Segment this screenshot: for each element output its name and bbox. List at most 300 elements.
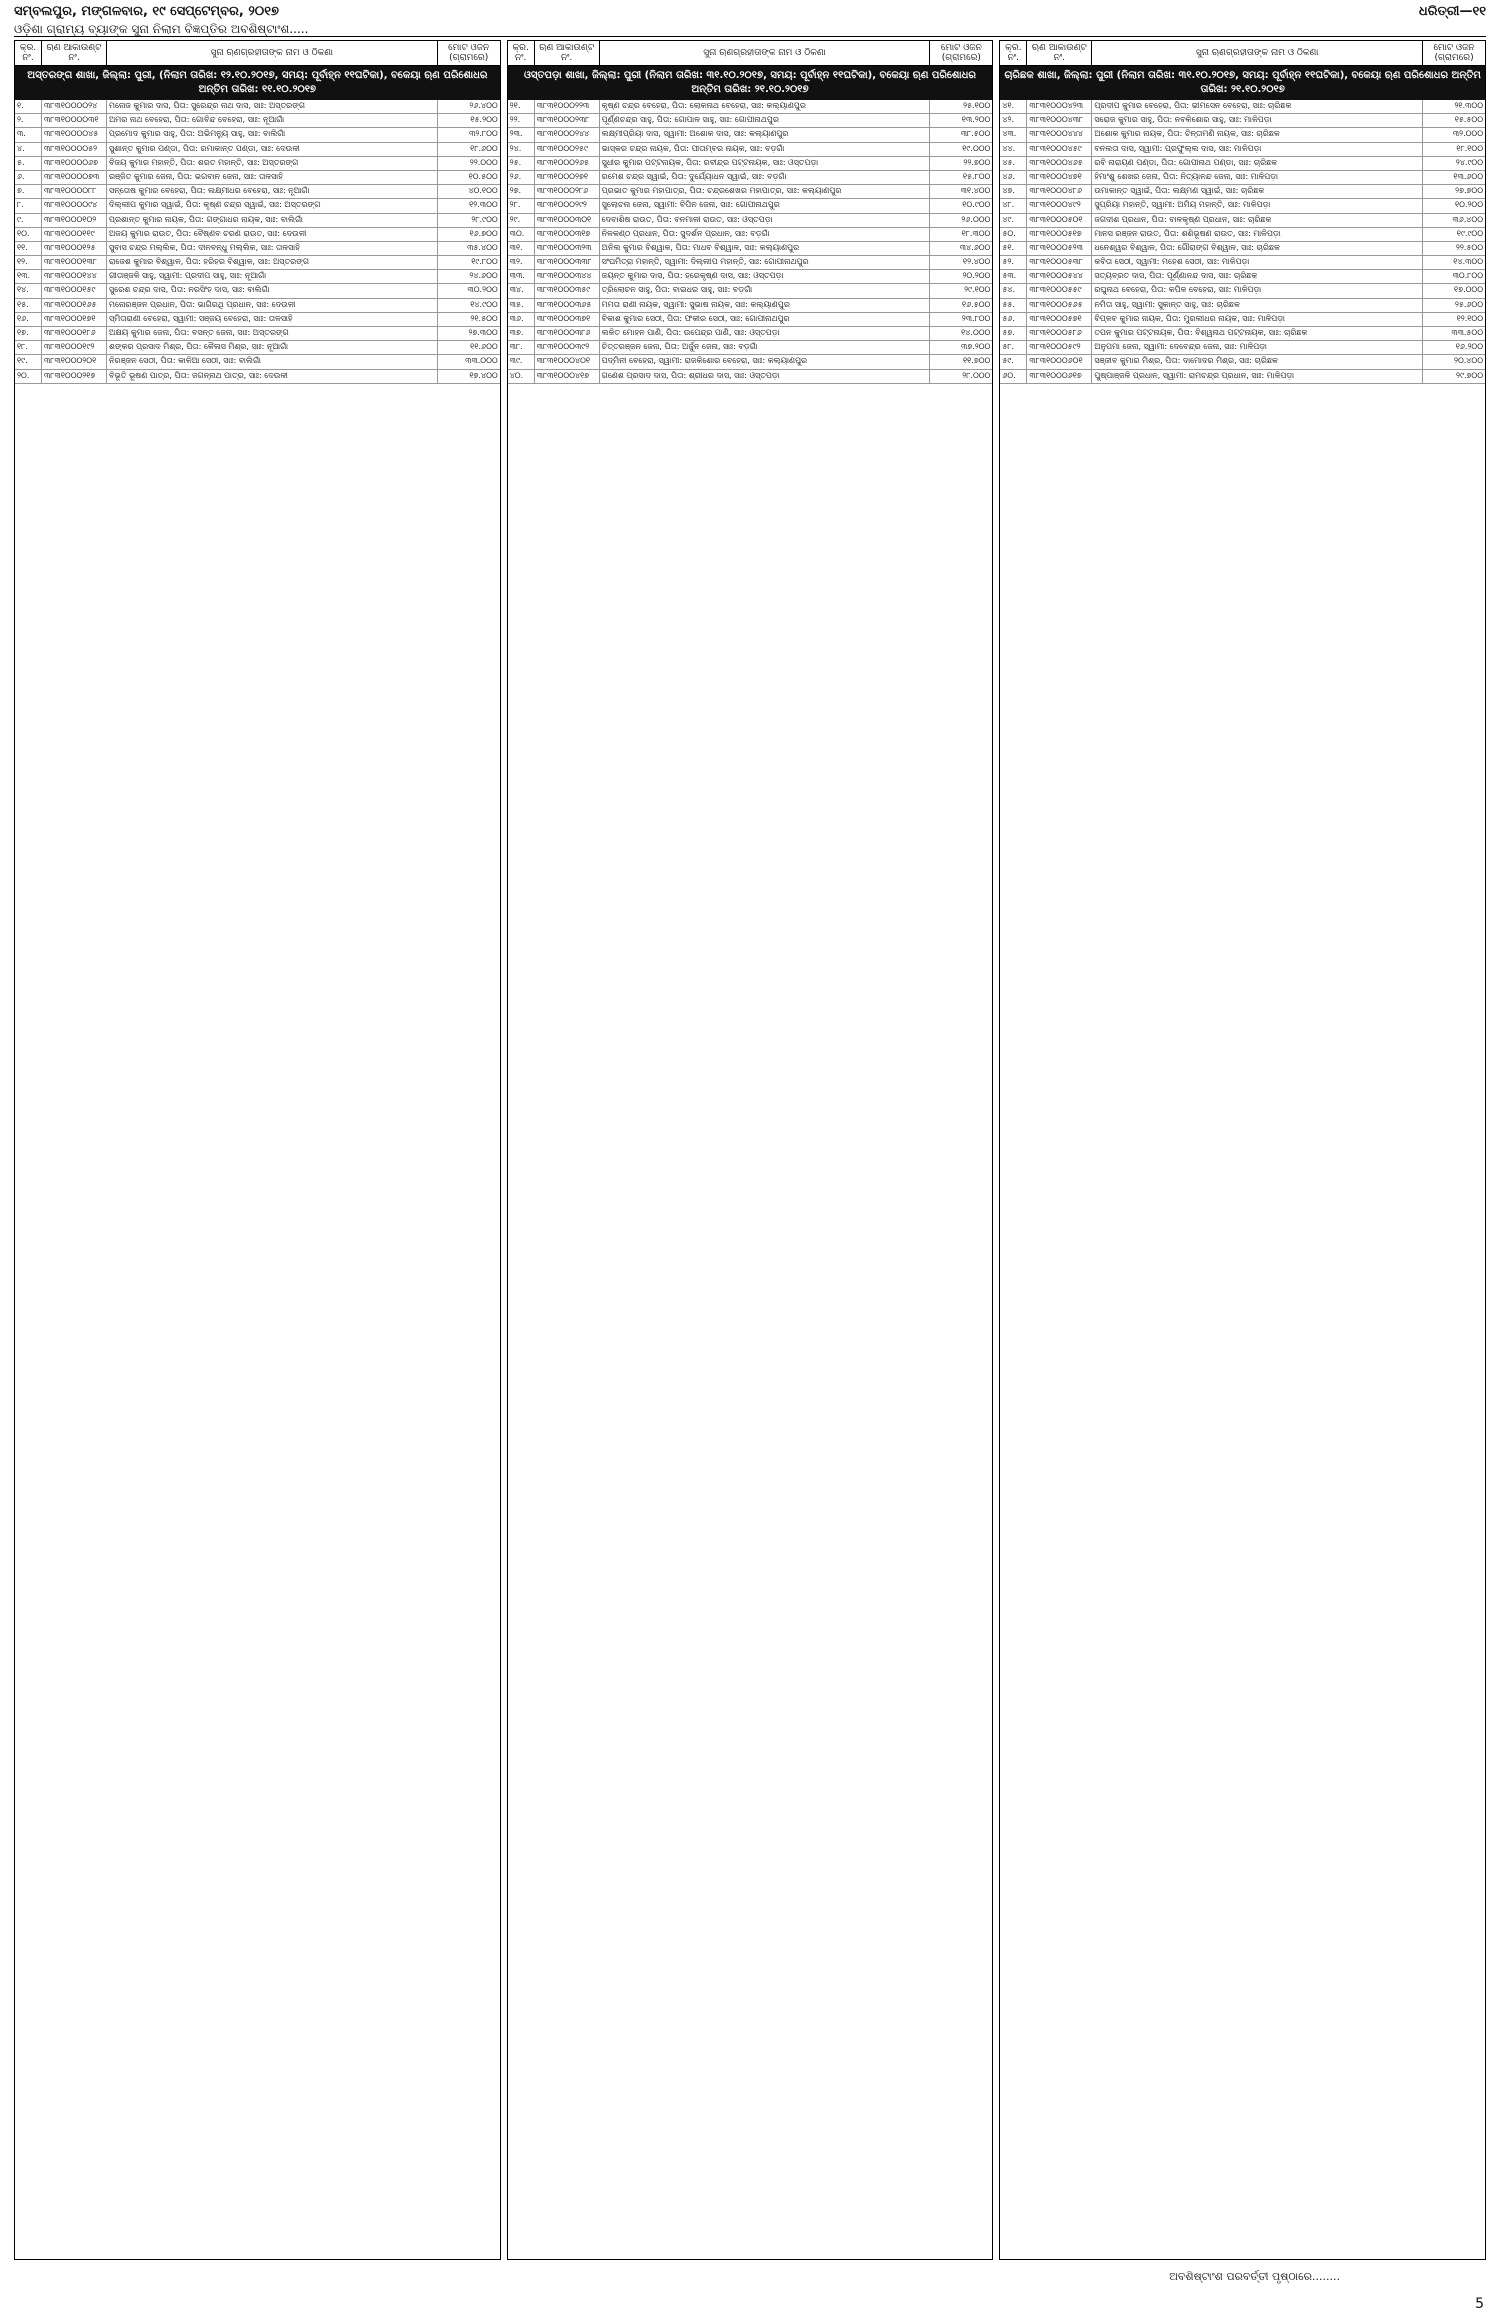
cell-name: ସୁରେଶ ଚନ୍ଦ୍ର ଦାସ, ପିତା: ନରସିଂହ ଦାସ, ସାଃ: ବାଲିଗାଁ <box>107 284 438 297</box>
cell-sl: ୫୪. <box>1000 284 1027 297</box>
cell-weight: ୨୫.୬୦୦ <box>1454 299 1484 309</box>
table-row <box>1000 100 1485 114</box>
cell-name: ସ୍ମିତାରାଣୀ ବେହେରା, ସ୍ୱାମୀ: ସଞ୍ଜୟ ବେହେରା, ସାଃ: ତାଳସାହି <box>107 313 438 326</box>
cell-name: କୃଷ୍ଣ ଚନ୍ଦ୍ର ବେହେରା, ପିତା: ଲୋକନାଥ ବେହେରା, ସାଃ: କଲ୍ୟାଣପୁର <box>600 100 931 113</box>
cell-account: ୩୮୩୧୦୦୦୨୯୨ <box>535 199 600 212</box>
cell-account: ୩୮୩୧୦୦୦୧୬୫ <box>42 299 107 312</box>
continued-note: ଅବଶିଷ୍ଟାଂଶ ପରବର୍ତ୍ତୀ ପୃଷ୍ଠାରେ........ <box>1169 2270 1340 2283</box>
cell-name: ତ୍ରିଲୋଚନ ସାହୁ, ପିତା: ବାଇଧର ସାହୁ, ସାଃ: ବଡ଼ଗାଁ <box>600 284 931 297</box>
cell-sl: ୨୦. <box>15 370 42 383</box>
cell-sl: ୨୫. <box>508 157 535 170</box>
branch-heading: ଓସ୍ତପଡ଼ା ଶାଖା, ଜିଲ୍ଲା: ପୁରୀ (ନିଲାମ ତାରିଖ: ୩୧.୧୦.୨୦୧୭, ସମୟ: ପୂର୍ବାହ୍ନ ୧୧ଘଟିକା), ବକେୟା ଋଣ ପରିଶୋଧର ଅନ୍ତିମ ତାରିଖ: ୨୧.୧୦.୨୦୧୭ <box>508 66 993 100</box>
cell-name: ଲକ୍ଷ୍ମୀପ୍ରିୟା ଦାସ, ସ୍ୱାମୀ: ଅଶୋକ ଦାସ, ସାଃ: କଲ୍ୟାଣପୁର <box>600 128 931 141</box>
cell-weight: ୨୭.୩୦୦ <box>468 328 498 337</box>
cell-sl: ୩୬. <box>508 313 535 326</box>
cell-sl: ୫. <box>15 157 42 170</box>
cell-account: ୩୮୩୧୦୦୦୩୯୨ <box>535 341 600 354</box>
table-row <box>1000 313 1485 327</box>
cell-sl: ୩୨. <box>508 256 535 269</box>
table-row <box>1000 284 1485 298</box>
table-row <box>1000 185 1485 199</box>
cell-weight: ୧୮.୬୦୦ <box>470 143 498 153</box>
cell-name: ସୁପ୍ରିୟା ମହାନ୍ତି, ସ୍ୱାମୀ: ଅମିୟ ମହାନ୍ତି, ସାଃ: ମାଳିପଡ଼ା <box>1092 199 1423 212</box>
cell-account: ୩୮୩୧୦୦୦୨୨୩ <box>535 100 600 113</box>
cell-name: ମନୋଜ କୁମାର ଦାସ, ପିତା: ସୁରେନ୍ଦ୍ର ନାଥ ଦାସ, ସାଃ: ଅସ୍ତରଙ୍ଗ <box>107 100 438 113</box>
table-row <box>508 313 993 327</box>
cell-sl: ୫୯. <box>1000 355 1027 368</box>
table-row <box>1000 355 1485 369</box>
table-row <box>15 128 500 142</box>
cell-weight: ୧୬.୫୦୦ <box>962 299 991 309</box>
cell-weight: ୩୨.୦୦୦ <box>1452 129 1484 139</box>
cell-name: ସଂଘମିତ୍ରା ମହାନ୍ତି, ସ୍ୱାମୀ: ଦିଲ୍ଲୀପ ମହାନ୍ତି, ସାଃ: ଗୋପୀନାଥପୁର <box>600 256 931 269</box>
cell-sl: ୧୮. <box>15 341 42 354</box>
cell-account: ୩୮୩୧୦୦୦୫୯୨ <box>1027 341 1092 354</box>
table-row <box>15 299 500 313</box>
cell-name: ପ୍ରଶାନ୍ତ କୁମାର ନାୟକ, ପିତା: ଗଙ୍ଗାଧର ନାୟକ, ସାଃ: ବାଲିଗାଁ <box>107 214 438 227</box>
cell-weight: ୧୨.୧୦୦ <box>1456 313 1484 323</box>
cell-name: ରାଜେଶ କୁମାର ବିଶ୍ୱାଳ, ପିତା: ହରିହର ବିଶ୍ୱାଳ, ସାଃ: ଅସ୍ତରଙ୍ଗ <box>107 256 438 269</box>
cell-sl: ୨୩. <box>508 128 535 141</box>
cell-weight: ୧୩.୬୦୦ <box>1453 171 1484 181</box>
cell-account: ୩୮୩୧୦୦୦୫୬୫ <box>1027 299 1092 312</box>
table-row <box>508 214 993 228</box>
cell-weight: ୨୨.୭୦୦ <box>963 157 991 167</box>
header-name: ସୁନା ଋଣଗ୍ରହୀତାଙ୍କ ନାମ ଓ ଠିକଣା <box>1092 41 1423 65</box>
cell-account: ୩୮୩୧୦୦୦୪୮୬ <box>1027 185 1092 198</box>
cell-account: ୩୮୩୧୦୦୦୪୪୪ <box>1027 128 1092 141</box>
cell-sl: ୧୭. <box>15 327 42 340</box>
cell-name: ସରୋଜ କୁମାର ସାହୁ, ପିତା: ନବକିଶୋର ସାହୁ, ସାଃ: ମାଳିପଡ଼ା <box>1092 114 1423 127</box>
cell-account: ୩୮୩୧୦୦୦୩୫୯ <box>535 284 600 297</box>
cell-name: ସୁଶାନ୍ତ କୁମାର ପଣ୍ଡା, ପିତା: ରମାକାନ୍ତ ପଣ୍ଡା, ସାଃ: ଦେଉଳୀ <box>107 143 438 156</box>
table-row <box>508 370 993 384</box>
cell-weight: ୪୦.୧୦୦ <box>468 186 498 196</box>
cell-name: ଭାସ୍କର ଚନ୍ଦ୍ର ନାୟକ, ପିତା: ପୀତାମ୍ବର ନାୟକ, ସାଃ: ବଡ଼ଗାଁ <box>600 143 931 156</box>
cell-sl: ୩୪. <box>508 284 535 297</box>
cell-sl: ୫୭. <box>1000 327 1027 340</box>
table-row <box>1000 114 1485 128</box>
cell-sl: ୧୫. <box>15 299 42 312</box>
cell-sl: ୨. <box>15 114 42 127</box>
cell-weight: ୨୪.୯୦୦ <box>1455 157 1484 167</box>
cell-account: ୩୮୩୧୦୦୦୫୫୯ <box>1027 284 1092 297</box>
table-row <box>15 284 500 298</box>
cell-name: ବିକାଶ କୁମାର ସେଠୀ, ପିତା: ଫକୀର ସେଠୀ, ସାଃ: ଗୋପୀନାଥପୁର <box>600 313 931 326</box>
cell-account: ୩୮୩୧୦୦୦୧୪୪ <box>42 270 107 283</box>
cell-weight: ୧୩.୨୦୦ <box>961 115 991 125</box>
cell-name: ଅନୁପମା ଜେନା, ସ୍ୱାମୀ: ଦେବେନ୍ଦ୍ର ଜେନା, ସାଃ: ମାଳିପଡ଼ା <box>1092 341 1423 354</box>
cell-account: ୩୮୩୧୦୦୦୧୩୮ <box>42 256 107 269</box>
cell-name: ଜୟନ୍ତ କୁମାର ଦାସ, ପିତା: ହରେକୃଷ୍ଣ ଦାସ, ସାଃ: ଓସ୍ତପଡ଼ା <box>600 270 931 283</box>
branch-heading: ଅସ୍ତରଙ୍ଗ ଶାଖା, ଜିଲ୍ଲା: ପୁରୀ, (ନିଲାମ ତାରିଖ: ୧୨.୧୦.୨୦୧୭, ସମୟ: ପୂର୍ବାହ୍ନ ୧୧ଘଟିକା), ବକେୟା ଋଣ ପରିଶୋଧର ଅନ୍ତିମ ତାରିଖ: ୧୧.୧୦.୨୦୧୭ <box>15 66 500 100</box>
cell-weight: ୩୭.୨୦୦ <box>961 342 991 352</box>
cell-name: ପ୍ରଭାତ କୁମାର ମହାପାତ୍ର, ପିତା: ଚନ୍ଦ୍ରଶେଖର ମହାପାତ୍ର, ସାଃ: କଲ୍ୟାଣପୁର <box>600 185 931 198</box>
cell-account: ୩୮୩୧୦୦୦୨୪୪ <box>535 128 600 141</box>
table-row <box>508 299 993 313</box>
cell-account: ୩୮୩୧୦୦୦୨୦୧ <box>42 355 107 368</box>
cell-account: ୩୮୩୧୦୦୦୪୫୯ <box>1027 143 1092 156</box>
table-body <box>1000 100 1485 2259</box>
cell-name: ଗୀତାଞ୍ଜଳି ସାହୁ, ସ୍ୱାମୀ: ପ୍ରଦୀପ ସାହୁ, ସାଃ: ନୂଆଗାଁ <box>107 270 438 283</box>
table-row <box>15 185 500 199</box>
cell-weight: ୨୧.୩୦୦ <box>1454 101 1484 110</box>
cell-weight: ୧୮.୩୦୦ <box>961 228 991 238</box>
cell-name: ମାନସ ରଞ୍ଜନ ରାଉତ, ପିତା: ଶଶିଭୂଷଣ ରାଉତ, ସାଃ: ମାଳିପଡ଼ା <box>1092 228 1423 241</box>
cell-name: ଗଣେଶ ପ୍ରସାଦ ଦାସ, ପିତା: ଶ୍ରୀଧର ଦାସ, ସାଃ: ଓସ୍ତପଡ଼ା <box>600 370 931 383</box>
table-row <box>508 341 993 355</box>
cell-sl: ୭. <box>15 185 42 198</box>
cell-weight: ୧୬.୨୦୦ <box>1455 342 1484 352</box>
cell-weight: ୧୪.୯୦୦ <box>470 299 498 309</box>
cell-sl: ୩୫. <box>508 299 535 312</box>
cell-weight: ୧୫.୨୦୦ <box>470 115 498 125</box>
table-header <box>15 41 500 66</box>
table-row <box>1000 143 1485 157</box>
cell-account: ୩୮୩୧୦୦୦୪୩୮ <box>1027 114 1092 127</box>
cell-account: ୩୮୩୧୦୦୦୨୬୫ <box>535 157 600 170</box>
cell-sl: ୮. <box>15 199 42 212</box>
cell-sl: ୩୦. <box>508 228 535 241</box>
header-paper: ଧରିତ୍ରୀ—୧୧ <box>1418 4 1486 19</box>
cell-name: ପଦ୍ମିନୀ ବେହେରା, ସ୍ୱାମୀ: ରାଜକିଶୋର ବେହେରା, ସାଃ: କଲ୍ୟାଣପୁର <box>600 355 931 368</box>
cell-account: ୩୮୩୧୦୦୦୧୧୯ <box>42 228 107 241</box>
header-sl: କ୍ର. ନଂ. <box>15 41 42 65</box>
cell-name: ରଘୁନାଥ ବେହେରା, ପିତା: କପିଳ ବେହେରା, ସାଃ: ମାଳିପଡ଼ା <box>1092 284 1423 297</box>
cell-name: ଶଙ୍କର ପ୍ରସାଦ ମିଶ୍ର, ପିତା: କୈଳାସ ମିଶ୍ର, ସାଃ: ନୂଆଗାଁ <box>107 341 438 354</box>
cell-sl: ୫୦. <box>1000 228 1027 241</box>
cell-sl: ୫୨. <box>1000 256 1027 269</box>
cell-name: ସୁବାସ ଚନ୍ଦ୍ର ମଲ୍ଲିକ, ପିତା: ଦୀନବନ୍ଧୁ ମଲ୍ଲିକ, ସାଃ: ତାଳସାହି <box>107 242 438 255</box>
cell-weight: ୧୦.୨୦୦ <box>1454 200 1484 210</box>
cell-sl: ୩୮. <box>508 341 535 354</box>
cell-weight: ୨୩.୮୦୦ <box>961 313 991 323</box>
cell-sl: ୪୫. <box>1000 157 1027 170</box>
cell-sl: ୨୨. <box>508 114 535 127</box>
cell-name: ରମେଶ ଚନ୍ଦ୍ର ସ୍ୱାଇଁ, ପିତା: ଦୁର୍ଯ୍ୟୋଧନ ସ୍ୱାଇଁ, ସାଃ: ବଡ଼ଗାଁ <box>600 171 931 184</box>
table-row <box>15 270 500 284</box>
cell-sl: ୨୧. <box>508 100 535 113</box>
cell-sl: ୨୬. <box>508 171 535 184</box>
notice-subtitle: ଓଡ଼ିଶା ଗ୍ରାମ୍ୟ ବ୍ୟାଙ୍କ ସୁନା ନିଲାମ ବିଜ୍ଞପ୍ତିର ଅବଶିଷ୍ଟାଂଶ..... <box>14 22 309 36</box>
cell-name: ମମତା ରାଣୀ ନାୟକ, ସ୍ୱାମୀ: ସୁଭାଷ ନାୟକ, ସାଃ: କଲ୍ୟାଣପୁର <box>600 299 931 312</box>
page-header <box>14 4 1486 22</box>
cell-name: ବିଭୂତି ଭୂଷଣ ପାତ୍ର, ପିତା: ଜଗନ୍ନାଥ ପାତ୍ର, ସାଃ: ଦେଉଳୀ <box>107 370 438 383</box>
cell-sl: ୧୯. <box>15 355 42 368</box>
cell-weight: ୨୭.୭୦୦ <box>1455 186 1484 196</box>
cell-name: ଅନିଲ କୁମାର ବିଶ୍ୱାଳ, ପିତା: ମାଧବ ବିଶ୍ୱାଳ, ସାଃ: କଲ୍ୟାଣପୁର <box>600 242 931 255</box>
table-row <box>1000 341 1485 355</box>
cell-sl: ୫୫. <box>1000 299 1027 312</box>
cell-weight: ୧୨.୩୦୦ <box>469 200 498 210</box>
table-row <box>15 355 500 369</box>
cell-weight: ୨୯.୧୦୦ <box>964 285 991 295</box>
cell-account: ୩୮୩୧୦୦୦୩୩୮ <box>535 256 600 269</box>
cell-weight: ୧୭.୦୦୦ <box>1454 285 1484 295</box>
cell-account: ୩୮୩୧୦୦୦୨୮୬ <box>535 185 600 198</box>
cell-account: ୩୮୩୧୦୦୦୪୦୧ <box>535 355 600 368</box>
header-rule <box>14 36 1486 37</box>
table-row <box>15 327 500 341</box>
cell-weight: ୧୫.୮୦୦ <box>962 171 991 181</box>
cell-weight: ୧୮.୧୦୦ <box>1456 143 1484 153</box>
cell-account: ୩୮୩୧୦୦୦୫୮୬ <box>1027 327 1092 340</box>
table-body <box>15 100 500 2259</box>
cell-account: ୩୮୩୧୦୦୦୩୨୩ <box>535 242 600 255</box>
table-row <box>1000 199 1485 213</box>
table-row <box>1000 157 1485 171</box>
cell-account: ୩୮୩୧୦୦୦୦୪୫ <box>42 128 107 141</box>
table-row <box>508 327 993 341</box>
table-row <box>508 228 993 242</box>
cell-sl: ୧୦. <box>15 228 42 241</box>
cell-account: ୩୮୩୧୦୦୦୨୫୯ <box>535 143 600 156</box>
table-row <box>15 256 500 270</box>
cell-sl: ୪୩. <box>1000 128 1027 141</box>
table-row <box>15 370 500 384</box>
cell-name: ତପନ କୁମାର ପଟ୍ଟନାୟକ, ପିତା: ବିଶ୍ୱନାଥ ପଟ୍ଟନାୟକ, ସାଃ: ଚାରିଛକ <box>1092 327 1423 340</box>
cell-name: ସୁଲୋଚନା ଜେନା, ସ୍ୱାମୀ: ବିପିନ ଜେନା, ସାଃ: ଗୋପୀନାଥପୁର <box>600 199 931 212</box>
cell-name: ହିମାଂଶୁ ଶେଖର ଜେନା, ପିତା: ନିତ୍ୟାନନ୍ଦ ଜେନା, ସାଃ: ମାଳିପଡ଼ା <box>1092 171 1423 184</box>
cell-name: ଚିତ୍ତରଞ୍ଜନ ଜେନା, ପିତା: ଅର୍ଜୁନ ଜେନା, ସାଃ: ବଡ଼ଗାଁ <box>600 341 931 354</box>
header-account: ଋଣ ଆକାଉଣ୍ଟ ନଂ. <box>1027 41 1092 65</box>
cell-weight: ୩୮.୫୦୦ <box>960 129 991 139</box>
cell-sl: ୪୪. <box>1000 143 1027 156</box>
table-row <box>508 157 993 171</box>
cell-name: ଦେବାଶିଷ ରାଉତ, ପିତା: ବନମାଳୀ ରାଉତ, ସାଃ: ଓସ୍ତପଡ଼ା <box>600 214 931 227</box>
table-row <box>1000 171 1485 185</box>
cell-sl: ୫୧. <box>1000 242 1027 255</box>
cell-name: ଅଶୋକ କୁମାର ନାୟକ, ପିତା: ଚିନ୍ତାମଣି ନାୟକ, ସାଃ: ଚାରିଛକ <box>1092 128 1423 141</box>
table-row <box>1000 256 1485 270</box>
cell-weight: ୩୦.୨୦୦ <box>467 285 498 295</box>
cell-sl: ୨୮. <box>508 199 535 212</box>
cell-name: ଅମର ନାଥ ବେହେରା, ପିତା: ଗୋବିନ୍ଦ ବେହେରା, ସାଃ: ନୂଆଗାଁ <box>107 114 438 127</box>
cell-sl: ୨୯. <box>508 214 535 227</box>
cell-account: ୩୮୩୧୦୦୦୪୨୩ <box>1027 100 1092 113</box>
cell-weight: ୧୪.୦୦୦ <box>961 328 991 337</box>
header-name: ସୁନା ଋଣଗ୍ରହୀତାଙ୍କ ନାମ ଓ ଠିକଣା <box>107 41 438 65</box>
cell-weight: ୧୦.୫୦୦ <box>468 171 498 181</box>
table-row <box>15 242 500 256</box>
table-row <box>15 313 500 327</box>
cell-name: ବିପ୍ଳବ କୁମାର ନାୟକ, ପିତା: ମୁରଲୀଧର ନାୟକ, ସାଃ: ମାଳିପଡ଼ା <box>1092 313 1423 326</box>
cell-weight: ୩୦.୮୦୦ <box>1452 271 1484 281</box>
cell-weight: ୧୧.୭୦୦ <box>962 356 991 366</box>
cell-name: ଦିଲ୍ଲୀପ କୁମାର ସ୍ୱାଇଁ, ପିତା: କୃଷ୍ଣ ଚନ୍ଦ୍ର ସ୍ୱାଇଁ, ସାଃ: ଅସ୍ତରଙ୍ଗ <box>107 199 438 212</box>
cell-weight: ୩୨.୮୦୦ <box>469 129 498 139</box>
cell-account: ୩୮୩୧୦୦୦୧୦୨ <box>42 214 107 227</box>
cell-weight: ୧୭.୪୦୦ <box>469 370 498 380</box>
header-weight: ମୋଟ ଓଜନ (ଗ୍ରାମରେ) <box>1433 43 1475 63</box>
cell-account: ୩୮୩୧୦୦୦୦୬୭ <box>42 157 107 170</box>
header-account: ଋଣ ଆକାଉଣ୍ଟ ନଂ. <box>535 41 600 65</box>
cell-name: ଅଜୟ କୁମାର ରାଉତ, ପିତା: ବୈଷ୍ଣବ ଚରଣ ରାଉତ, ସାଃ: ଦେଉଳୀ <box>107 228 438 241</box>
header-sl: କ୍ର. ନଂ. <box>508 41 535 65</box>
cell-name: ଅକ୍ଷୟ କୁମାର ଜେନା, ପିତା: ବସନ୍ତ ଜେନା, ସାଃ: ଅସ୍ତରଙ୍ଗ <box>107 327 438 340</box>
table-row <box>1000 299 1485 313</box>
table-row <box>15 100 500 114</box>
cell-sl: ୪୨. <box>1000 114 1027 127</box>
cell-account: ୩୮୩୧୦୦୦୫୪୪ <box>1027 270 1092 283</box>
table-row <box>15 171 500 185</box>
table-row <box>1000 228 1485 242</box>
cell-name: ପୂର୍ଣ୍ଣଚନ୍ଦ୍ର ସାହୁ, ପିତା: ଗୋପାଳ ସାହୁ, ସାଃ: ଗୋପୀନାଥପୁର <box>600 114 931 127</box>
cell-sl: ୪୧. <box>1000 100 1027 113</box>
table-row <box>508 242 993 256</box>
cell-sl: ୩. <box>15 128 42 141</box>
table-row <box>508 256 993 270</box>
table-row <box>1000 327 1485 341</box>
cell-sl: ୫୬. <box>1000 313 1027 326</box>
cell-account: ୩୮୩୧୦୦୦୫୧୭ <box>1027 228 1092 241</box>
cell-name: ନିଳକଣ୍ଠ ପ୍ରଧାନ, ପିତା: ସୁଦର୍ଶନ ପ୍ରଧାନ, ସାଃ: ବଡ଼ଗାଁ <box>600 228 931 241</box>
cell-account: ୩୮୩୧୦୦୦୦୩୧ <box>42 114 107 127</box>
cell-sl: ୪୭. <box>1000 185 1027 198</box>
table-column-1 <box>14 40 501 2260</box>
cell-name: ଧନେଶ୍ୱର ବିଶ୍ୱାଳ, ପିତା: ଗୌରାଙ୍ଗ ବିଶ୍ୱାଳ, ସାଃ: ଚାରିଛକ <box>1092 242 1423 255</box>
cell-name: ପୁଷ୍ପାଞ୍ଜଳି ପ୍ରଧାନ, ସ୍ୱାମୀ: ରାମଚନ୍ଦ୍ର ପ୍ରଧାନ, ସାଃ: ମାଳିପଡ଼ା <box>1092 370 1423 383</box>
table-row <box>508 143 993 157</box>
cell-name: ସୁଧୀର କୁମାର ପଟ୍ଟନାୟକ, ପିତା: ରବୀନ୍ଦ୍ର ପଟ୍ଟନାୟକ, ସାଃ: ଓସ୍ତପଡ଼ା <box>600 157 931 170</box>
cell-weight: ୨୫.୧୦୦ <box>963 101 991 110</box>
cell-sl: ୧୩. <box>15 270 42 283</box>
header-date: ସମ୍ବଲପୁର, ମଙ୍ଗଳବାର, ୧୯ ସେପ୍ଟେମ୍ବର, ୨୦୧୭ <box>14 4 279 19</box>
table-row <box>508 100 993 114</box>
cell-weight: ୧୬.୭୦୦ <box>469 228 498 238</box>
table-row <box>508 114 993 128</box>
cell-account: ୩୮୩୧୦୦୦୦୯୪ <box>42 199 107 212</box>
cell-account: ୩୮୩୧୦୦୦୦୫୨ <box>42 143 107 156</box>
table-row <box>508 128 993 142</box>
cell-name: କବିତା ସେଠୀ, ସ୍ୱାମୀ: ମହେଶ ସେଠୀ, ସାଃ: ମାଳିପଡ଼ା <box>1092 256 1423 269</box>
cell-name: ପ୍ରଦୀପ କୁମାର ବେହେରା, ପିତା: ଭୀମସେନ ବେହେରା, ସାଃ: ଚାରିଛକ <box>1092 100 1423 113</box>
cell-weight: ୨୮.୯୦୦ <box>471 214 498 224</box>
cell-sl: ୪୬. <box>1000 171 1027 184</box>
table-column-2 <box>507 40 994 2260</box>
cell-weight: ୩୩.୫୦୦ <box>1451 328 1484 337</box>
cell-sl: ୫୩. <box>1000 270 1027 283</box>
cell-sl: ୧. <box>15 100 42 113</box>
cell-sl: ୨୭. <box>508 185 535 198</box>
table-row <box>508 171 993 185</box>
cell-account: ୩୮୩୧୦୦୦୧୨୫ <box>42 242 107 255</box>
cell-weight: ୨୦.୨୦୦ <box>962 271 991 281</box>
cell-name: ଉମାକାନ୍ତ ସ୍ୱାଇଁ, ପିତା: ଲକ୍ଷ୍ମଣ ସ୍ୱାଇଁ, ସାଃ: ଚାରିଛକ <box>1092 185 1423 198</box>
cell-account: ୩୮୩୧୦୦୦୧୮୬ <box>42 327 107 340</box>
cell-weight: ୩୫.୪୦୦ <box>467 242 498 252</box>
cell-name: ଜଗଦୀଶ ପ୍ରଧାନ, ପିତା: ବାଳକୃଷ୍ଣ ପ୍ରଧାନ, ସାଃ: ଚାରିଛକ <box>1092 214 1423 227</box>
header-weight: ମୋଟ ଓଜନ (ଗ୍ରାମରେ) <box>940 43 982 63</box>
cell-account: ୩୮୩୧୦୦୦୩୬୫ <box>535 299 600 312</box>
cell-name: ମନୋରଞ୍ଜନ ପ୍ରଧାନ, ପିତା: ଭାଗିରଥି ପ୍ରଧାନ, ସାଃ: ଦେଉଳୀ <box>107 299 438 312</box>
cell-account: ୩୮୩୧୦୦୦୩୧୭ <box>535 228 600 241</box>
cell-sl: ୩୩. <box>508 270 535 283</box>
table-row <box>15 114 500 128</box>
cell-name: ବିଜୟ କୁମାର ମହାନ୍ତି, ପିତା: ଶରତ ମହାନ୍ତି, ସାଃ: ଅସ୍ତରଙ୍ଗ <box>107 157 438 170</box>
cell-name: ଲଳିତ ମୋହନ ପାଣି, ପିତା: ଉପେନ୍ଦ୍ର ପାଣି, ସାଃ: ଓସ୍ତପଡ଼ା <box>600 327 931 340</box>
table-row <box>15 214 500 228</box>
cell-weight: ୧୦.୯୦୦ <box>962 200 991 210</box>
cell-account: ୩୮୩୧୦୦୦୧୫୯ <box>42 284 107 297</box>
cell-account: ୩୮୩୧୦୦୦୩୦୧ <box>535 214 600 227</box>
table-row <box>15 143 500 157</box>
cell-account: ୩୮୩୧୦୦୦୫୭୧ <box>1027 313 1092 326</box>
cell-sl: ୪୦. <box>508 370 535 383</box>
header-name: ସୁନା ଋଣଗ୍ରହୀତାଙ୍କ ନାମ ଓ ଠିକଣା <box>600 41 931 65</box>
cell-weight: ୩୪.୬୦୦ <box>959 242 991 252</box>
cell-weight: ୨୧.୫୦୦ <box>470 313 498 323</box>
table-row <box>1000 214 1485 228</box>
page-number: 5 <box>1475 2296 1484 2312</box>
cell-name: ରବି ନାରାୟଣ ପଣ୍ଡା, ପିତା: ଗୋପୀନାଥ ପଣ୍ଡା, ସାଃ: ଚାରିଛକ <box>1092 157 1423 170</box>
table-row <box>15 199 500 213</box>
notice-table-columns <box>14 40 1486 2260</box>
cell-sl: ୧୬. <box>15 313 42 326</box>
cell-sl: ୪୮. <box>1000 199 1027 212</box>
cell-account: ୩୮୩୧୦୦୦୫୨୩ <box>1027 242 1092 255</box>
cell-account: ୩୮୩୧୦୦୦୦୮୮ <box>42 185 107 198</box>
cell-name: ବନଲତା ଦାସ, ସ୍ୱାମୀ: ପ୍ରଫୁଲ୍ଲ ଦାସ, ସାଃ: ମାଳିପଡ଼ା <box>1092 143 1423 156</box>
cell-weight: ୧୨.୪୦୦ <box>962 257 991 267</box>
cell-account: ୩୮୩୧୦୦୦୪୭୧ <box>1027 171 1092 184</box>
table-row <box>508 185 993 199</box>
table-row <box>1000 128 1485 142</box>
cell-account: ୩୮୩୧୦୦୦୨୧୭ <box>42 370 107 383</box>
cell-sl: ୪. <box>15 143 42 156</box>
cell-weight: ୩୧.୪୦୦ <box>960 186 991 196</box>
cell-name: ସଞ୍ଜୀବ କୁମାର ମିଶ୍ର, ପିତା: ଦାମୋଦର ମିଶ୍ର, ସାଃ: ଚାରିଛକ <box>1092 355 1423 368</box>
cell-weight: ୩୩.୦୦୦ <box>465 356 498 366</box>
cell-account: ୩୮୩୧୦୦୦୪୧୭ <box>535 370 600 383</box>
cell-account: ୩୮୩୧୦୦୦୫୩୮ <box>1027 256 1092 269</box>
cell-account: ୩୮୩୧୦୦୦୩୪୪ <box>535 270 600 283</box>
cell-name: ସନ୍ତୋଷ କୁମାର ବେହେରା, ପିତା: ଲକ୍ଷ୍ମୀଧର ବେହେରା, ସାଃ: ନୂଆଗାଁ <box>107 185 438 198</box>
cell-weight: ୧୯.୦୦୦ <box>962 143 991 153</box>
header-sl: କ୍ର. ନଂ. <box>1000 41 1027 65</box>
cell-account: ୩୮୩୧୦୦୦୪୬୫ <box>1027 157 1092 170</box>
cell-weight: ୧୧.୬୦୦ <box>470 342 498 352</box>
cell-account: ୩୮୩୧୦୦୦୦୨୪ <box>42 100 107 113</box>
cell-sl: ୪୯. <box>1000 214 1027 227</box>
cell-account: ୩୮୩୧୦୦୦୪୯୨ <box>1027 199 1092 212</box>
cell-sl: ୩୯. <box>508 355 535 368</box>
cell-weight: ୨୨.୦୦୦ <box>469 157 498 167</box>
table-header <box>508 41 993 66</box>
cell-account: ୩୮୩୧୦୦୦୩୭୧ <box>535 313 600 326</box>
header-account: ଋଣ ଆକାଉଣ୍ଟ ନଂ. <box>42 41 107 65</box>
cell-account: ୩୮୩୧୦୦୦୦୭୩ <box>42 171 107 184</box>
cell-sl: ୩୧. <box>508 242 535 255</box>
table-row <box>508 270 993 284</box>
cell-weight: ୨୮.୦୦୦ <box>962 370 991 380</box>
cell-sl: ୨୪. <box>508 143 535 156</box>
cell-weight: ୧୯.୯୦୦ <box>1456 228 1484 238</box>
cell-sl: ୫୮. <box>1000 341 1027 354</box>
cell-weight: ୨୯.୭୦୦ <box>1456 370 1484 380</box>
cell-sl: ୧୧. <box>15 242 42 255</box>
cell-sl: ୬୦. <box>1000 370 1027 383</box>
cell-account: ୩୮୩୧୦୦୦୨୭୧ <box>535 171 600 184</box>
cell-weight: ୨୪.୬୦୦ <box>469 271 498 281</box>
table-row <box>508 284 993 298</box>
table-row <box>1000 270 1485 284</box>
table-row <box>508 355 993 369</box>
cell-sl: ୬. <box>15 171 42 184</box>
cell-weight: ୧୫.୫୦୦ <box>1454 115 1484 125</box>
table-row <box>1000 370 1485 384</box>
cell-sl: ୩୭. <box>508 327 535 340</box>
